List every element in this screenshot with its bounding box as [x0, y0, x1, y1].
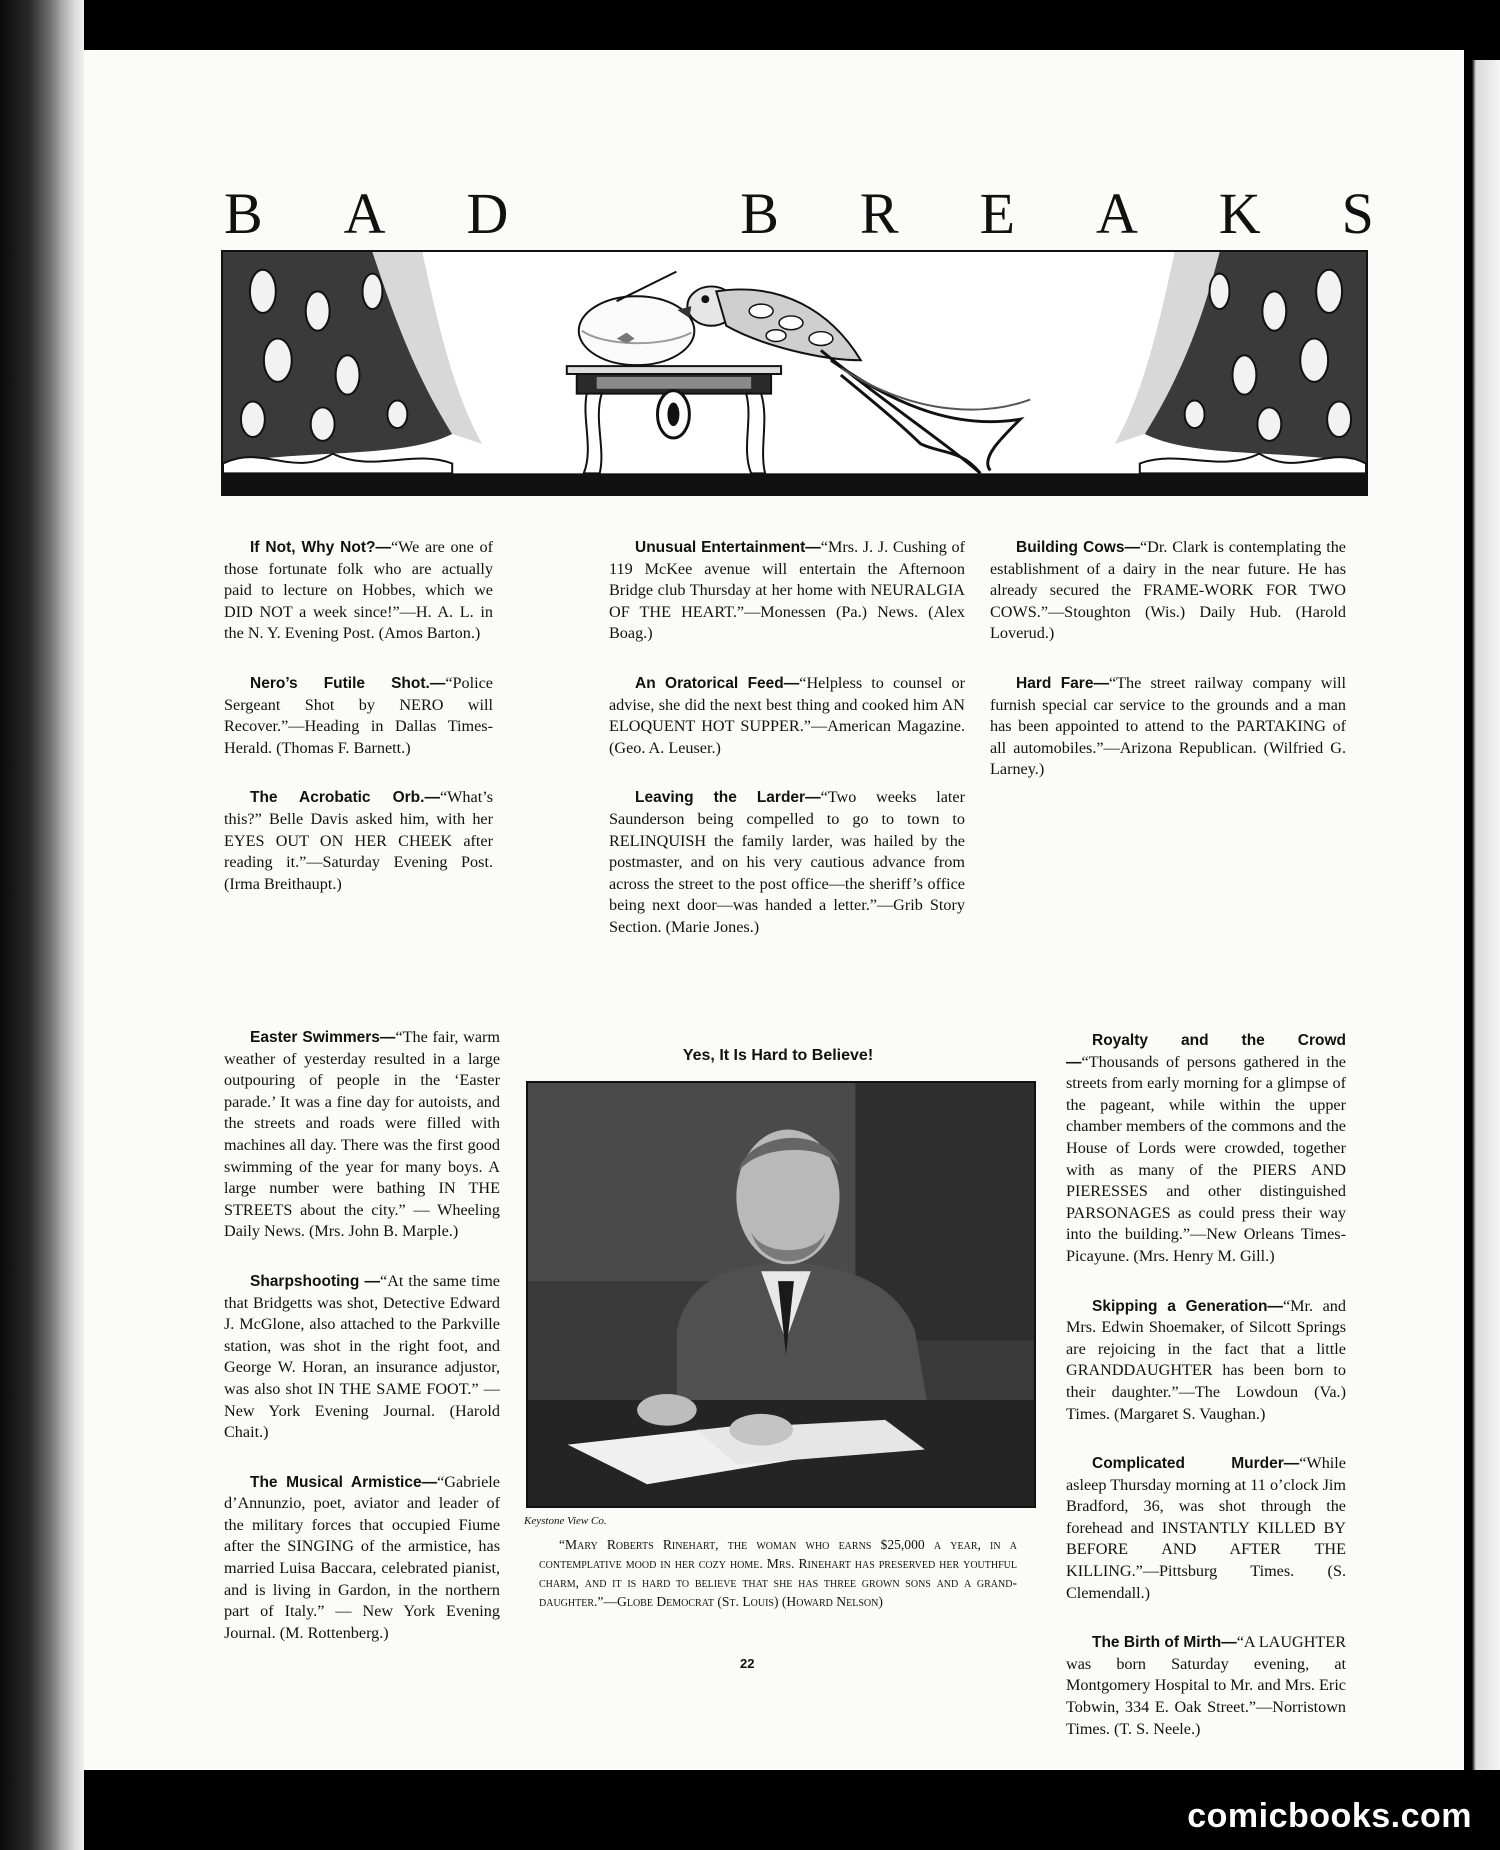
- item-body: “While asleep Thursday morning at 11 o’clock Jim Bradford, 36, was shot through the forehead and INSTANTLY KILLED BY BEFORE AND AFTER THE KILLING.”—Pittsburg Times. (S. Clemendall.): [1066, 1454, 1346, 1602]
- item-body: “Mrs. J. J. Cushing of 119 McKee avenue will entertain the Afternoon Bridge club Thursday at her home with NEURALGIA OF THE HEART.”—Monessen (Pa.) News. (Alex Boag.): [609, 538, 965, 643]
- article-item: [990, 673, 1346, 781]
- article-item: [609, 673, 965, 759]
- photo-caption: “Mary Roberts Rinehart, the woman who earns $25,000 a year, in a contemplative mood in her cozy home. Mrs. Rinehart has preserved her youthful charm, and it is hard to believe that she has three grown sons and a grand-daughter.”—Globe Democrat (St. Louis) (Howard Nelson): [539, 1537, 1017, 1609]
- article-item: [1066, 1296, 1346, 1426]
- item-body: “A LAUGHTER was born Saturday evening, at Montgomery Hospital to Mr. and Mrs. Eric Tobwin, 334 E. Oak Street.”—Norristown Times. (T. S. Neele.): [1066, 1633, 1346, 1738]
- headline-letter: K: [1218, 180, 1261, 246]
- column-3-items: [990, 537, 1346, 809]
- item-body: “What’s this?” Belle Davis asked him, with her EYES OUT ON HER CHEEK after reading it.”—Saturday Evening Post. (Irma Breithaupt.): [224, 788, 493, 893]
- article-item: [1066, 1453, 1346, 1604]
- item-heading: Complicated Murder—: [1092, 1455, 1300, 1473]
- headline-letter: A: [343, 180, 386, 246]
- headline-letter: B: [740, 180, 779, 246]
- photo-credit: Keystone View Co.: [524, 1515, 607, 1527]
- item-heading: An Oratorical Feed—: [635, 674, 800, 692]
- item-heading: Royalty and the Crowd—: [1066, 1032, 1346, 1071]
- article-item: [224, 1027, 500, 1243]
- item-heading: Unusual Entertainment—: [635, 539, 821, 556]
- item-body: “Thousands of persons gathered in the streets from early morning for a glimpse of the pageant, while within the upper chamber members of the commons and the House of Lords were crowded, together with as many of the PIERS AND PIERESSES and other distinguished PARSONAGES as could press their way into the building.”—New Orleans Times-Picayune. (Mrs. Henry M. Gill.): [1066, 1052, 1346, 1265]
- item-heading: Leaving the Larder—: [635, 789, 821, 807]
- article-item: [609, 537, 965, 645]
- article-item: [224, 673, 493, 759]
- article-item: [1066, 1632, 1346, 1740]
- article-item: [224, 787, 493, 895]
- item-heading: Hard Fare—: [1016, 674, 1109, 692]
- column-1-lower-items: [224, 1027, 500, 1672]
- item-body: “Mr. and Mrs. Edwin Shoemaker, of Silcott Springs are rejoicing in the fact that a little GRANDDAUGHTER has been born to their daughter.”—The Lowdoun (Va.) Times. (Margaret S. Vaughan.): [1066, 1296, 1346, 1423]
- article-item: [224, 1271, 500, 1444]
- watermark: comicbooks.com: [1187, 1797, 1472, 1835]
- headline-letter: B: [224, 180, 263, 246]
- item-heading: Skipping a Generation—: [1092, 1297, 1283, 1315]
- item-body: “Gabriele d’Annunzio, poet, aviator and leader of the military forces that occupied Fiume after the SINGING of the armistice, has married Luisa Baccara, celebrated pianist, and is living in Gardon, in the northern part of Italy.” — New York Evening Journal. (M. Rottenberg.): [224, 1472, 500, 1642]
- column-2-items: [609, 537, 965, 967]
- item-body: “Two weeks later Saunderson being compelled to go to town to RELINQUISH the family larder, was hailed by the postmaster, and on his very cautious advance from across the street to the post office—the sheriff’s office being next door—was handed a letter.”—Grib Story Section. (Marie Jones.): [609, 788, 965, 936]
- item-body: “Dr. Clark is contemplating the establishment of a dairy in the near future. He has already secured the FRAME-WORK FOR TWO COWS.”—Stoughton (Wis.) Daily Hub. (Harold Loverud.): [990, 538, 1346, 643]
- headline-letter: D: [466, 180, 509, 246]
- item-heading: The Acrobatic Orb.—: [250, 789, 440, 807]
- article-item: [990, 537, 1346, 645]
- photo-title: Yes, It Is Hard to Believe!: [682, 1047, 874, 1064]
- item-body: “Police Sergeant Shot by NERO will Recover.”—Heading in Dallas Times-Herald. (Thomas F. Barnett.): [224, 673, 493, 757]
- item-body: “We are one of those fortunate folk who are actually paid to lecture on Hobbes, which we DID NOT a week since!”—H. A. L. in the N. Y. Evening Post. (Amos Barton.): [224, 538, 494, 643]
- article-item: [609, 787, 965, 938]
- article-item: [224, 1472, 500, 1645]
- column-1-items: [224, 537, 493, 923]
- item-heading: If Not, Why Not?—: [250, 539, 391, 556]
- headline-letter: A: [1095, 180, 1138, 246]
- item-heading: Nero’s Futile Shot.—: [250, 674, 446, 692]
- book-binding-edge: [0, 0, 84, 1850]
- item-body: “At the same time that Bridgetts was shot, Detective Edward J. McGlone, also attached to the Parkville station, was shot in the right foot, and George W. Horan, an insurance adjustor, was also shot IN THE SAME FOOT.” — New York Evening Journal. (Harold Chait.): [224, 1271, 500, 1442]
- decorative-banner-illustration: [221, 250, 1368, 496]
- item-heading: Building Cows—: [1016, 539, 1140, 556]
- article-item: [224, 537, 493, 645]
- item-heading: Sharpshooting —: [250, 1272, 381, 1290]
- item-body: “The fair, warm weather of yesterday resulted in a large outpouring of people in the ‘Easter parade.’ It was a fine day for autoists, and the streets and roads were filled with machines all day. There was the first good swimming of the year for many boys. A large number were bathing IN THE STREETS about the city.” — Wheeling Daily News. (Mrs. John B. Marple.): [224, 1028, 500, 1241]
- headline-letter: R: [859, 180, 899, 246]
- headline-letter: E: [979, 180, 1015, 246]
- headline-letter: S: [1341, 180, 1374, 246]
- item-body: “Helpless to counsel or advise, she did the next best thing and cooked him AN ELOQUENT HOT SUPPER.”—American Magazine. (Geo. A. Leuser.): [609, 673, 965, 757]
- column-3-lower-items: [1066, 1030, 1346, 1768]
- portrait-photograph: [526, 1081, 1036, 1508]
- next-page-edge: [1466, 60, 1500, 1770]
- article-item: [1066, 1030, 1346, 1268]
- page-number: 22: [740, 1656, 755, 1671]
- page-headline: [224, 178, 1374, 248]
- item-body: “The street railway company will furnish special car service to the grounds and a man has been appointed to attend to the PARTAKING of all automobiles.”—Arizona Republican. (Wilfried G. Larney.): [990, 673, 1346, 779]
- item-heading: Easter Swimmers—: [250, 1029, 396, 1046]
- item-heading: The Birth of Mirth—: [1092, 1634, 1237, 1652]
- item-heading: The Musical Armistice—: [250, 1473, 438, 1491]
